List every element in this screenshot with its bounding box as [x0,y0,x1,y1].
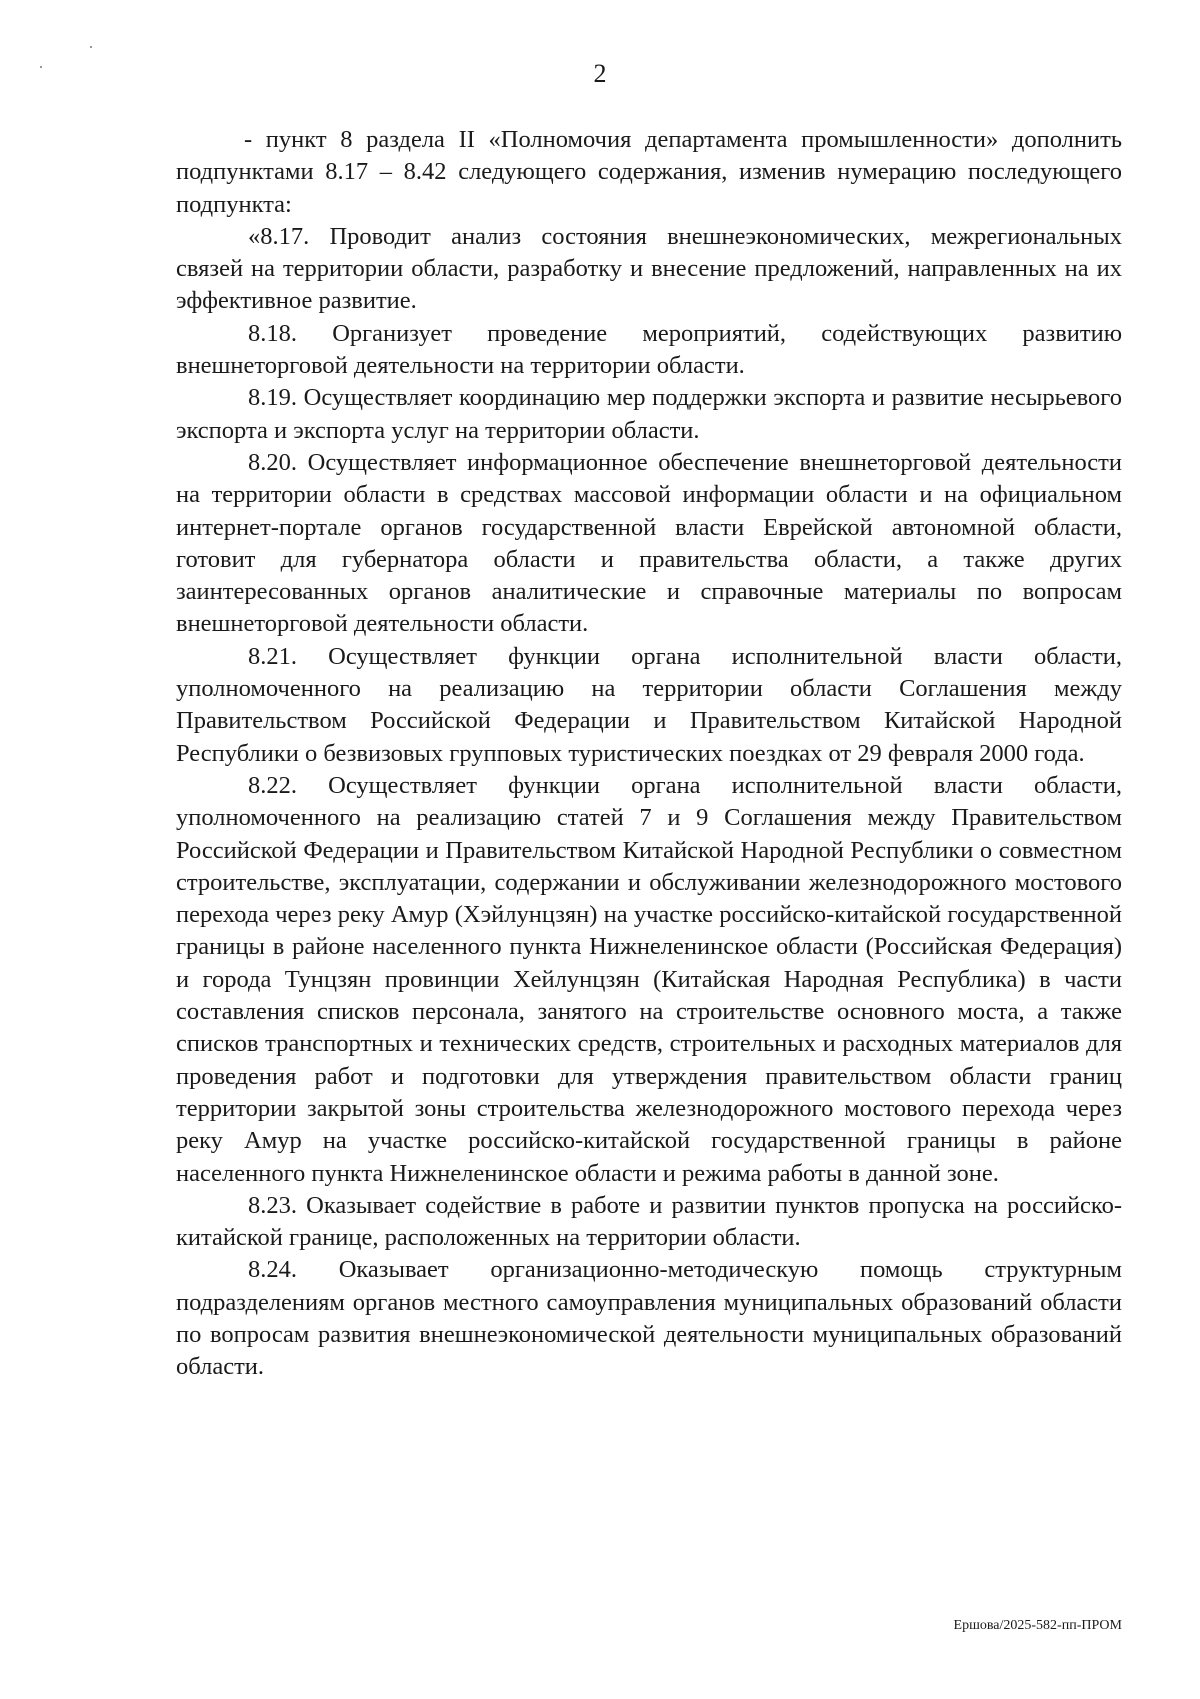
paragraph-8-19: 8.19. Осуществляет координацию мер поддержки экспорта и развитие несырьевого экспорта и экспорта услуг на территории области. [176,384,1122,444]
paragraph-intro: - пункт 8 раздела II «Полномочия департамента промышленности» дополнить подпунктами 8.17 – 8.42 следующего содержания, изменив нумерацию последующего подпункта: [176,126,1122,218]
document-body [176,124,1122,1384]
paragraph-8-18: 8.18. Организует проведение мероприятий, содействующих развитию внешнеторговой деятельности на территории области. [176,319,1122,380]
paragraph-8-21: 8.21. Осуществляет функции органа исполнительной власти области, уполномоченного на реализацию на территории области Соглашения между Правительством Российской Федерации и Правительством Китайской Народной Республики о безвизовых групповых туристических поездках от 29 февраля 2000 года. [176,642,1122,767]
paragraph-8-20: 8.20. Осуществляет информационное обеспечение внешнеторговой деятельности на территории области в средствах массовой информации области и на официальном интернет-портале органов государственной власти Еврейской автономной области, готовит для губернатора области и правительства области, а также других заинтересованных органов аналитические и справочные материалы по вопросам внешнеторговой деятельности области. [176,448,1122,638]
document-reference-code: Ершова/2025-582-пп-ПРОМ [953,1618,1122,1633]
scan-speck [90,46,92,48]
paragraph-8-24: 8.24. Оказывает организационно-методическую помощь структурным подразделениям органов местного самоуправления муниципальных образований области по вопросам развития внешнеэкономической деятельности муниципальных образований области. [176,1256,1122,1381]
paragraph-8-22: 8.22. Осуществляет функции органа исполнительной власти области, уполномоченного на реализацию статей 7 и 9 Соглашения между Правительством Российской Федерации и Правительством Китайской Народной Республики о совместном строительстве, эксплуатации, содержании и обслуживании железнодорожного мостового перехода через реку Амур (Хэйлунцзян) на участке российско-китайской государственной границы в районе населенного пункта Нижнеленинское области (Российская Федерация) и города Тунцзян провинции Хейлунцзян (Китайская Народная Республика) в части составления списков персонала, занятого на строительстве основного моста, а также списков транспортных и технических средств, строительных и расходных материалов для проведения работ и подготовки для утверждения правительством области границ территории закрытой зоны строительства железнодорожного мостового перехода через реку Амур на участке российско-китайской государственной границы в районе населенного пункта Нижнеленинское области и режима работы в данной зоне. [176,771,1122,1187]
paragraph-8-23: 8.23. Оказывает содействие в работе и развитии пунктов пропуска на российско-китайской границе, расположенных на территории области. [176,1191,1122,1252]
paragraph-8-17: «8.17. Проводит анализ состояния внешнеэкономических, межрегиональных связей на территории области, разработку и внесение предложений, направленных на их эффективное развитие. [176,222,1122,315]
page-number: 2 [593,59,607,88]
